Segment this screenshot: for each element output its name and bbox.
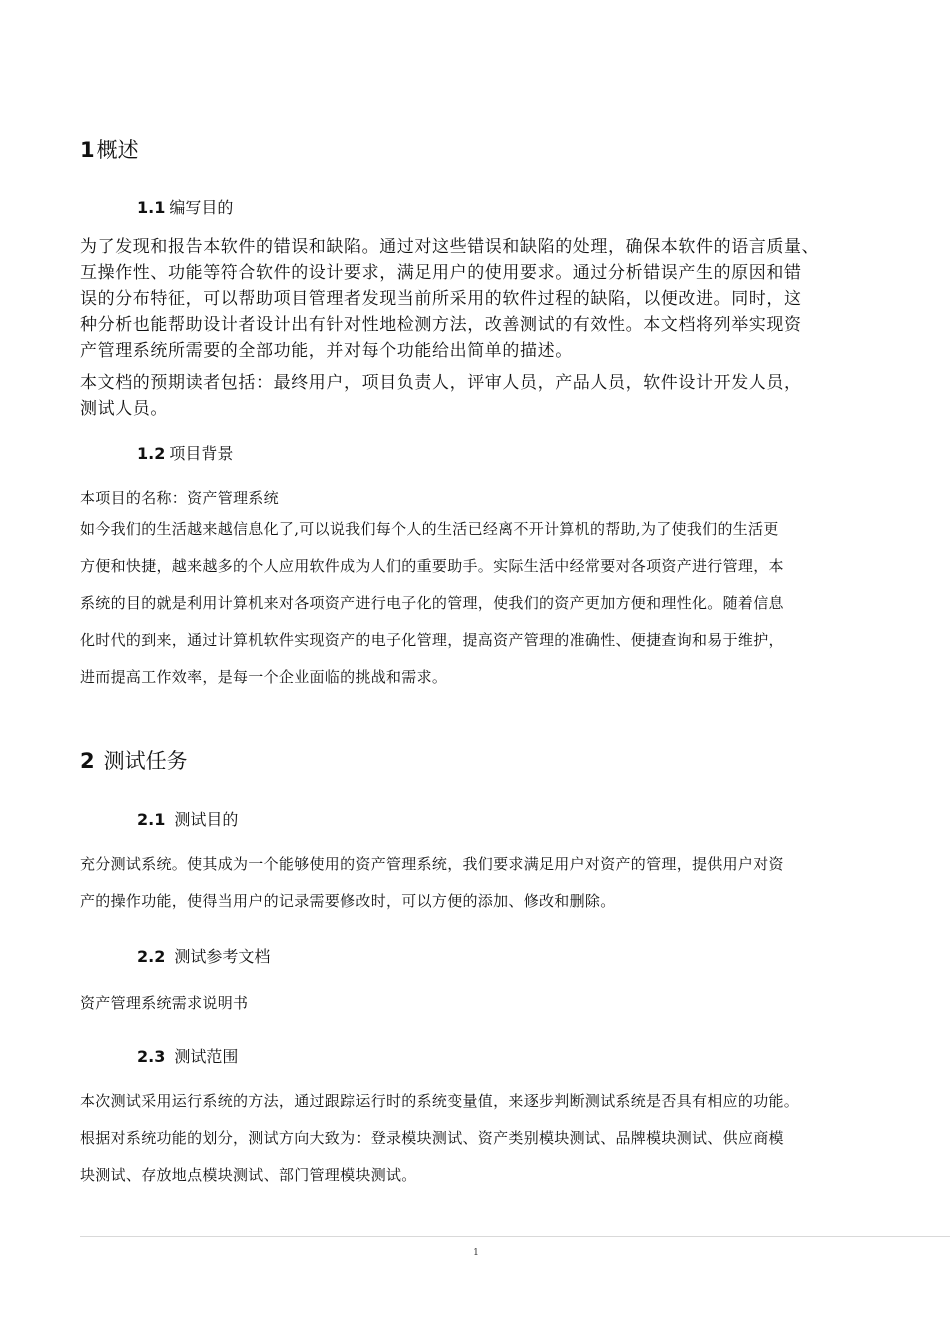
subsection-title: 测试范围 (174, 1047, 239, 1066)
section-number: 1 (80, 138, 95, 162)
paragraph-line: 化时代的到来，通过计算机软件实现资产的电子化管理，提高资产管理的准确性、便捷查询和易于维护， (80, 631, 784, 649)
paragraph-line: 根据对系统功能的划分，测试方向大致为：登录模块测试、资产类别模块测试、品牌模块测试、供应商模 (80, 1129, 784, 1147)
subsection-number: 1.1 (137, 198, 166, 217)
subsection-number: 1.2 (137, 444, 166, 463)
subsection-heading-2-3 (137, 1044, 238, 1067)
subsection-title: 测试目的 (174, 810, 239, 829)
section-title: 概述 (96, 138, 139, 162)
subsection-title: 测试参考文档 (174, 947, 271, 966)
paragraph-line: 如今我们的生活越来越信息化了,可以说我们每个人的生活已经离不开计算机的帮助,为了使我们的生活更 (80, 520, 779, 538)
readers-paragraph (80, 370, 880, 422)
paragraph-line: 产管理系统所需要的全部功能，并对每个功能给出简单的描述。 (80, 341, 573, 361)
reference-document: 资产管理系统需求说明书 (80, 994, 249, 1012)
paragraph-line: 为了发现和报告本软件的错误和缺陷。通过对这些错误和缺陷的处理，确保本软件的语言质量、 (80, 237, 820, 257)
paragraph-line: 充分测试系统。使其成为一个能够使用的资产管理系统，我们要求满足用户对资产的管理，提供用户对资 (80, 855, 784, 873)
paragraph-line: 测试人员。 (80, 399, 168, 419)
subsection-title: 项目背景 (169, 444, 234, 463)
section-heading-2 (80, 745, 188, 775)
subsection-heading-1-1 (137, 195, 233, 218)
paragraph-line: 误的分布特征，可以帮助项目管理者发现当前所采用的软件过程的缺陷，以便改进。同时，这 (80, 289, 802, 309)
background-paragraph (80, 511, 880, 696)
subsection-heading-1-2 (137, 441, 233, 464)
section-title: 测试任务 (103, 749, 188, 773)
test-purpose-paragraph (80, 846, 880, 920)
paragraph-line: 块测试、存放地点模块测试、部门管理模块测试。 (80, 1166, 417, 1184)
purpose-paragraph (80, 234, 880, 364)
scope-paragraph (80, 1083, 880, 1194)
subsection-number: 2.2 (137, 947, 166, 966)
page-number: 1 (473, 1248, 479, 1258)
footer-divider (80, 1236, 950, 1237)
project-name: 本项目的名称：资产管理系统 (80, 489, 279, 507)
paragraph-line: 产的操作功能，使得当用户的记录需要修改时，可以方便的添加、修改和删除。 (80, 892, 616, 910)
subsection-number: 2.1 (137, 810, 166, 829)
paragraph-line: 进而提高工作效率，是每一个企业面临的挑战和需求。 (80, 668, 448, 686)
paragraph-line: 种分析也能帮助设计者设计出有针对性地检测方法，改善测试的有效性。本文档将列举实现资 (80, 315, 802, 335)
paragraph-line: 互操作性、功能等符合软件的设计要求，满足用户的使用要求。通过分析错误产生的原因和错 (80, 263, 802, 283)
subsection-heading-2-2 (137, 944, 270, 967)
section-number: 2 (80, 749, 95, 773)
subsection-number: 2.3 (137, 1047, 166, 1066)
subsection-title: 编写目的 (169, 198, 234, 217)
paragraph-line: 系统的目的就是利用计算机来对各项资产进行电子化的管理，使我们的资产更加方便和理性化。随着信息 (80, 594, 784, 612)
subsection-heading-2-1 (137, 807, 238, 830)
paragraph-line: 本次测试采用运行系统的方法，通过跟踪运行时的系统变量值，来逐步判断测试系统是否具有相应的功能。 (80, 1092, 800, 1110)
paragraph-line: 方便和快捷，越来越多的个人应用软件成为人们的重要助手。实际生活中经常要对各项资产进行管理，本 (80, 557, 784, 575)
section-heading-1 (80, 134, 139, 164)
paragraph-line: 本文档的预期读者包括：最终用户，项目负责人，评审人员，产品人员，软件设计开发人员， (80, 373, 802, 393)
